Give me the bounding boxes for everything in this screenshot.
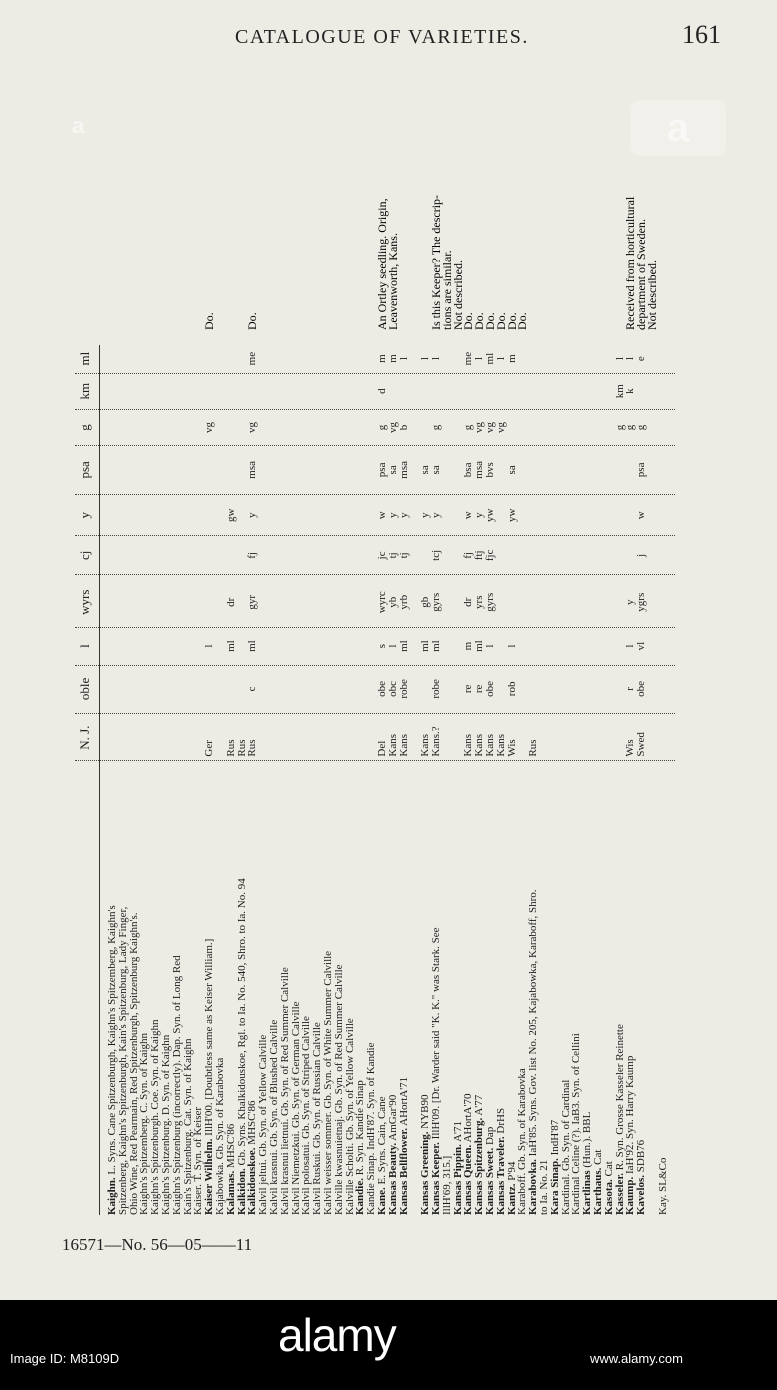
cell-nj: Kans xyxy=(462,733,475,757)
variety-name-detail: A'77 xyxy=(473,1094,486,1118)
watermark-logo: a xyxy=(630,100,726,156)
variety-name-bold: Kansas Pippin. xyxy=(451,1144,464,1215)
variety-name-detail: Kalville kwasnuietnaj. Gb. Syn. of Red Summer Calville xyxy=(332,964,345,1215)
cell-oble: obe xyxy=(376,680,388,697)
col-header-oble: oble xyxy=(77,677,92,701)
cell-y: yw xyxy=(505,508,518,522)
cell-y: y xyxy=(246,512,259,518)
remark-text: Received from horticultural xyxy=(623,196,638,330)
image-id: Image ID: M8109D xyxy=(10,1351,120,1366)
cell-nj: Kans.? xyxy=(430,726,442,757)
variety-name-detail: Kandie Sinap. IndH'87. Syn. of Kandie xyxy=(365,1042,378,1215)
col-header-km: km xyxy=(77,382,92,400)
cell-l: l xyxy=(386,644,399,648)
cell-g: vg xyxy=(386,421,399,433)
cell-oble: obe xyxy=(635,680,648,697)
cell-wyrs: yrb xyxy=(397,594,410,610)
variety-name-detail: IaH'85. Syns. Gov. list No. 205, Kajabowka, Karaboff, Shro. xyxy=(527,889,540,1160)
cell-nj: Kans xyxy=(397,733,410,757)
cell-ml: l xyxy=(494,357,507,361)
variety-name-bold: Kartlinas xyxy=(581,1170,594,1215)
cell-oble: re xyxy=(473,684,486,694)
variety-name-detail: Kalvil krasnui. Gb. Syn. of Blushed Calville xyxy=(268,1019,280,1215)
cell-y: y xyxy=(419,512,432,518)
variety-name-detail: Dap xyxy=(484,1126,496,1148)
variety-name-detail: NYB90 xyxy=(419,1094,432,1132)
cell-wyrs: gyr xyxy=(246,594,259,610)
variety-name-bold: Kasota. xyxy=(602,1179,615,1215)
cell-ml: me xyxy=(462,351,475,366)
watermark-logo: a xyxy=(72,113,85,138)
cell-wyrs: gyrs xyxy=(430,592,442,612)
variety-name-detail: Kalvil krasnui lietnui. Gb. Syn. of Red Summer Calville xyxy=(278,967,291,1215)
variety-name xyxy=(656,769,671,1215)
cell-psa: sa xyxy=(430,465,442,475)
cell-y: y xyxy=(430,512,442,518)
cell-wyrs: gb xyxy=(419,596,432,608)
variety-name-detail: Spitzenberg, Kaighn's Spitzenburgh, Kain's Spitzenburg, Lady Finger, xyxy=(116,906,129,1215)
cell-nj: Rus xyxy=(224,739,237,757)
variety-name-bold: Kansas Keeper. xyxy=(430,1142,442,1215)
cell-cj: fjc xyxy=(484,549,496,562)
variety-name-detail: SDB76 xyxy=(635,1139,648,1175)
cell-nj: Wis xyxy=(624,739,637,757)
cell-l: ml xyxy=(224,640,237,652)
variety-name-detail: Kaighn's Spitzenburg. D. Syn. of Kaighn xyxy=(160,1034,172,1215)
variety-name-detail: R. Syn. Kandie Sinap xyxy=(354,1080,367,1179)
cell-g: vg xyxy=(473,421,486,433)
cell-l: m xyxy=(462,641,475,651)
variety-name-detail: A'71 xyxy=(451,1121,464,1145)
cell-km: k xyxy=(624,388,637,394)
variety-name-detail: AmGar'90 xyxy=(386,1094,399,1143)
remark-text: Do. xyxy=(504,312,519,330)
variety-name-bold: Kalamas. xyxy=(224,1170,237,1215)
cell-l: ml xyxy=(246,640,259,652)
variety-name-bold: Kane. xyxy=(376,1187,388,1215)
variety-name-bold: Kalkidouskoe. xyxy=(246,1147,259,1215)
cell-g: vg xyxy=(484,421,496,433)
table-row xyxy=(656,345,671,1215)
variety-name-detail: IllH'69, 315.] xyxy=(440,1155,453,1215)
cell-ml: m xyxy=(386,354,399,363)
remark-text: An Ortley seedling. Origin, xyxy=(375,198,389,330)
cell-l: ml xyxy=(473,640,486,652)
variety-name-detail: IllH'09. [Dr. Warder said "K. K." was Stark. See xyxy=(430,927,442,1143)
cell-psa: bsa xyxy=(462,462,475,478)
cell-nj: Kans xyxy=(473,733,486,757)
remark-text: Not described. xyxy=(450,260,465,330)
cell-oble: obc xyxy=(386,680,399,697)
cell-nj: Kans xyxy=(494,733,507,757)
cell-oble: re xyxy=(462,684,475,694)
cell-ml: l xyxy=(473,357,486,361)
variety-name-detail: Cat xyxy=(592,1149,604,1168)
col-header-nj: N. J. xyxy=(77,725,92,750)
cell-wyrs: yb xyxy=(386,596,399,608)
cell-psa: sa xyxy=(419,465,432,475)
variety-name-bold: Kansas Queen. xyxy=(462,1144,475,1215)
remark-text: Leavenworth, Kans. xyxy=(385,233,400,330)
variety-name-detail: P'94 xyxy=(505,1161,518,1184)
cell-psa: psa xyxy=(376,462,388,478)
cell-y: y xyxy=(397,512,410,518)
cell-oble: c xyxy=(246,686,259,692)
variety-name-detail: Kalvil Niemetzkui. Gb. Syn. of German Calville xyxy=(289,1001,302,1215)
variety-name-detail: AHortA'71 xyxy=(397,1076,410,1128)
cell-wyrs: y xyxy=(624,599,637,605)
variety-name-bold: Kaighn. xyxy=(106,1177,118,1215)
col-header-ml: ml xyxy=(77,351,92,366)
cell-g: vg xyxy=(203,421,216,433)
cell-l: l xyxy=(505,644,518,648)
cell-ml: ml xyxy=(484,352,496,365)
cell-l: l xyxy=(203,644,216,648)
cell-nj: Kans xyxy=(419,733,432,757)
cell-cj: jc xyxy=(376,551,388,560)
variety-name-detail: IaH'92. Syn. Harry Kaump xyxy=(624,1055,637,1177)
cell-l: ml xyxy=(419,640,432,652)
variety-name-detail: Ohio Wine, Red Pearmain, Red Spitzenburgh, Spitzenburg Kaighn's. xyxy=(127,912,140,1215)
variety-name-detail: Kaiser. T. Syn. of Keiser xyxy=(192,1106,205,1215)
cell-g: g xyxy=(430,424,442,431)
cell-nj: Swed xyxy=(635,732,648,757)
cell-y: w xyxy=(376,511,388,520)
cell-ml: m xyxy=(505,354,518,363)
page-header-title: CATALOGUE OF VARIETIES. xyxy=(235,26,529,48)
remark-text: Do. xyxy=(202,312,217,330)
cell-oble: robe xyxy=(430,679,442,699)
cell-ml: e xyxy=(635,356,648,362)
variety-name-bold: Kansas Traveler. xyxy=(494,1136,507,1215)
variety-name-bold: Kansas Beauty. xyxy=(386,1142,399,1215)
variety-name-bold: Kavelos. xyxy=(635,1174,648,1215)
variety-name-bold: Kasseler. xyxy=(613,1172,626,1215)
cell-psa: psa xyxy=(635,462,648,478)
cell-y: gw xyxy=(224,508,237,522)
variety-name-detail: Kajabowka. Gb. Syn. of Karabovka xyxy=(214,1057,226,1215)
variety-name-detail: Kalvil Ruskui. Gb. Syn. of Russian Calville xyxy=(311,1022,324,1215)
cell-l: vl xyxy=(635,641,648,651)
header-rule xyxy=(99,345,100,1215)
cell-psa: msa xyxy=(246,460,259,479)
variety-name-bold: Kalkidon. xyxy=(235,1168,248,1215)
cell-cj: fj xyxy=(462,551,475,559)
cell-oble: obe xyxy=(484,680,496,697)
variety-name-bold: Kara Sinap. xyxy=(548,1158,561,1215)
cell-nj: Rus xyxy=(527,739,540,757)
cell-l: ml xyxy=(430,640,442,652)
remark-text: tions are similar. xyxy=(439,250,454,330)
col-header-y: y xyxy=(77,511,92,519)
variety-name-detail: Cat xyxy=(602,1161,615,1180)
cell-ml: l xyxy=(613,357,626,361)
variety-name-detail: DrHS xyxy=(494,1107,507,1137)
cell-ml: l xyxy=(397,357,410,361)
printer-signature: 16571—No. 56—05——11 xyxy=(62,1235,253,1254)
variety-name-detail: Kalville Scholti. Gb. Syn. of Yellow Calville xyxy=(343,1018,356,1215)
cell-ml: m xyxy=(376,354,388,363)
cell-cj: tj xyxy=(386,552,399,559)
variety-name-detail: Kaighn's Spitzemberg. C. Syn. of Kaighn xyxy=(138,1032,151,1215)
cell-g: g xyxy=(624,424,637,431)
variety-name-bold: Karthaus. xyxy=(592,1167,604,1215)
cell-cj: j xyxy=(635,553,648,557)
variety-name-detail: Kalvil jeltui. Gb. Syn. of Yellow Calville xyxy=(257,1034,270,1215)
cell-km: d xyxy=(376,388,388,394)
variety-name-bold: Kandie. xyxy=(354,1178,367,1215)
variety-name-detail: AHortA'70 xyxy=(462,1093,475,1145)
cell-wyrs: wyrc xyxy=(376,591,388,614)
cell-cj: tj xyxy=(397,552,410,559)
cell-l: l xyxy=(624,644,637,648)
variety-name-detail: to Ia. No. 21 xyxy=(538,1159,550,1215)
remark-text: Do. xyxy=(493,312,508,330)
cell-ml: l xyxy=(419,357,432,361)
cell-wyrs: gyrs xyxy=(484,592,496,612)
remark-text: Do. xyxy=(515,312,530,330)
remark-text: Is this Keeper? The descrip- xyxy=(429,194,443,330)
variety-name-bold: Kaiser Wilhelm. xyxy=(203,1138,216,1215)
cell-l: ml xyxy=(397,640,410,652)
cell-wyrs: dr xyxy=(462,597,475,607)
cell-l: s xyxy=(376,643,388,649)
variety-name-detail: MHSC'86 xyxy=(246,1100,259,1148)
variety-name-detail: Kain's Spitzenburg. Cat. Syn. of Kaighn xyxy=(181,1038,194,1215)
cell-nj: Kans xyxy=(386,733,399,757)
variety-name-detail: L. Syns. Cane Spitzenburgh, Kaighn's Spitzemberg, Kaighn's xyxy=(106,905,118,1178)
variety-name-detail: E. Syns. Cain, Cane xyxy=(376,1096,388,1188)
rotated-catalogue-table xyxy=(75,345,675,1215)
cell-g: g xyxy=(635,424,648,431)
variety-name-detail: Kalvil weisser sommer. Gb. Syn. of White Summer Calville xyxy=(322,950,334,1215)
variety-name-detail: Karaboff. Gb. Syn. of Karabovka xyxy=(516,1068,529,1215)
cell-oble: robe xyxy=(397,679,410,699)
cell-psa: msa xyxy=(473,460,486,479)
cell-nj: Del xyxy=(376,740,388,757)
remark-text: Do. xyxy=(461,312,476,330)
variety-name-detail: IllH'00. [Doubtless same as Keiser William.] xyxy=(203,938,216,1139)
variety-name-bold: Kansas Sweet. xyxy=(484,1147,496,1215)
cell-y: y xyxy=(473,512,486,518)
cell-wyrs: dr xyxy=(224,597,237,607)
remark-text: Do. xyxy=(483,312,497,330)
variety-name-bold: Kansas Greening. xyxy=(419,1131,432,1215)
cell-cj: fj xyxy=(246,551,259,559)
variety-name-detail: Kalvil polosatui. Gb. Syn. of Striped Calville xyxy=(300,1016,313,1215)
cell-nj: Kans xyxy=(484,733,496,757)
variety-name-bold: Kansas Bellflower. xyxy=(397,1128,410,1215)
cell-cj: tcj xyxy=(430,549,442,561)
cell-y: w xyxy=(462,511,475,520)
variety-name-detail: Kay. SL&Co xyxy=(656,1157,669,1215)
variety-name-detail: Gb. Syns. Khalkidouskoe, Rgl. to Ia. No. 540, Shro. to Ia. No. 94 xyxy=(235,878,248,1169)
cell-wyrs: ygrs xyxy=(635,592,648,612)
cell-psa: sa xyxy=(386,465,399,475)
remark-text: Do. xyxy=(472,312,487,330)
variety-name-detail: R. Syn. Grosse Kasseler Reinette xyxy=(613,1024,626,1173)
col-header-cj: cj xyxy=(77,550,92,561)
col-header-psa: psa xyxy=(77,461,92,479)
col-header-wyrs: wyrs xyxy=(77,589,92,615)
cell-nj: Rus xyxy=(246,739,259,757)
page-number: 161 xyxy=(682,20,721,49)
col-header-l: l xyxy=(77,644,92,648)
cell-cj: ftj xyxy=(473,550,486,561)
cell-km: km xyxy=(613,384,626,399)
cell-g: vg xyxy=(494,421,507,433)
col-header-g: g xyxy=(77,424,92,431)
variety-name-bold: Karabovka. xyxy=(527,1159,540,1215)
variety-name-detail: Kardinal. Gb. Syn. of Cardinal xyxy=(559,1079,572,1215)
cell-g: vg xyxy=(246,421,259,433)
cell-ml: l xyxy=(624,357,637,361)
variety-name-bold: Kaump. xyxy=(624,1176,637,1215)
cell-nj: Rus xyxy=(235,739,248,757)
remark-text: Do. xyxy=(245,312,260,330)
variety-name-detail: Kardinal Celine (?). IaB3. Syn. of Cellini xyxy=(570,1033,583,1215)
cell-oble: r xyxy=(624,687,637,691)
cell-g: g xyxy=(462,424,475,431)
cell-psa: bvs xyxy=(484,462,496,478)
cell-g: g xyxy=(376,424,388,431)
cell-l: l xyxy=(484,644,496,648)
cell-psa: sa xyxy=(505,465,518,475)
cell-g: b xyxy=(397,424,410,431)
variety-name-bold: Kansas Spitzenburg. xyxy=(473,1117,486,1215)
cell-nj: Ger xyxy=(203,740,216,757)
site-url: www.alamy.com xyxy=(590,1351,683,1366)
cell-y: w xyxy=(635,511,648,520)
cell-nj: Wis xyxy=(505,739,518,757)
cell-ml: l xyxy=(430,357,442,361)
variety-name-detail: MHSC'86 xyxy=(224,1123,237,1171)
variety-name-detail: Kaighn's Spitzenburgh. Coe. Syn. of Kaighn xyxy=(149,1019,162,1215)
cell-y: yw xyxy=(484,508,496,522)
cell-g: g xyxy=(613,424,626,431)
variety-name-bold: Kantz. xyxy=(505,1183,518,1215)
cell-wyrs: yrs xyxy=(473,595,486,609)
cell-y: y xyxy=(386,512,399,518)
cell-ml: me xyxy=(246,351,259,366)
variety-name-detail: Kaighn's Spitzenburg (incorrectly). Dap. Syn. of Long Red xyxy=(170,955,183,1215)
variety-name-detail: IndH'87 xyxy=(548,1119,561,1159)
remark-text: department of Sweden. xyxy=(634,219,649,330)
cell-oble: rob xyxy=(505,681,518,697)
remark-text: Not described. xyxy=(645,260,659,330)
cell-psa: msa xyxy=(397,460,410,479)
variety-name-detail: (Hun.). BBL xyxy=(581,1111,594,1171)
alamy-logo: alamy xyxy=(278,1309,396,1361)
